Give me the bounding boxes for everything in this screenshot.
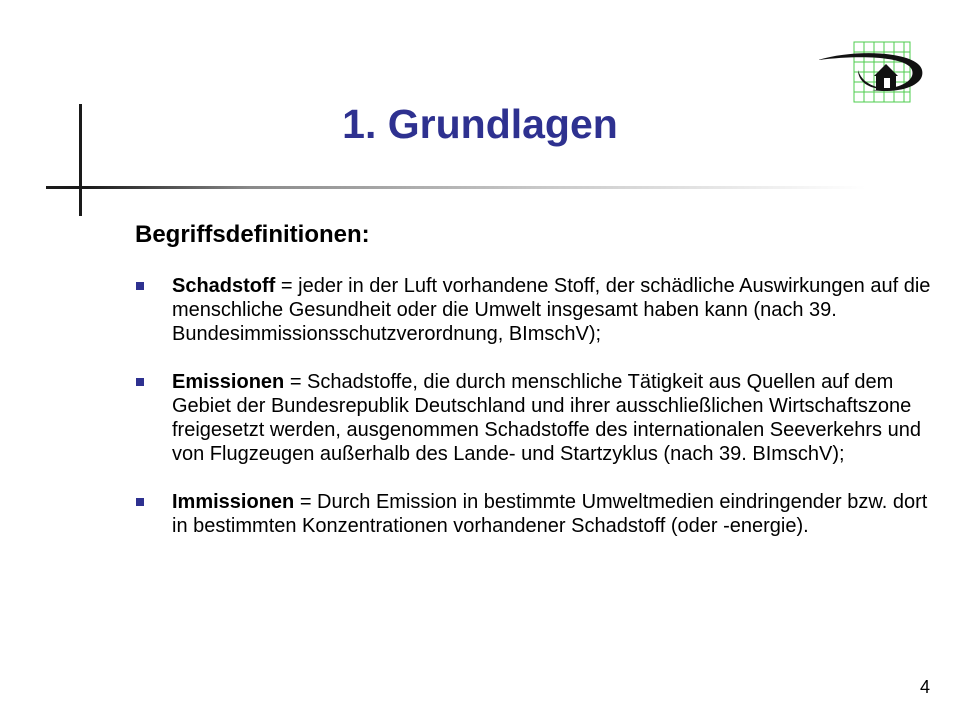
definition-term: Emissionen (172, 371, 285, 393)
square-bullet-icon (136, 282, 144, 290)
page-title: 1. Grundlagen (342, 101, 618, 147)
square-bullet-icon (136, 498, 144, 506)
section-heading: Begriffsdefinitionen: (135, 221, 370, 248)
definition-list (135, 274, 935, 562)
definition-term: Immissionen (172, 491, 295, 513)
definition-text: = jeder in der Luft vorhandene Stoff, der schädliche Auswirkungen auf die menschliche Gesundheit oder die Umwelt insgesamt haben kann (nach 39. Bundesimmissionsschutzverordnung, BImschV); (172, 275, 931, 345)
logo-icon (818, 40, 930, 104)
definition-text: = Durch Emission in bestimmte Umweltmedien eindringender bzw. dort in bestimmten Konzentrationen vorhandener Schadstoff (oder -energie). (172, 491, 928, 537)
page-number: 4 (919, 677, 930, 697)
list-item (135, 274, 935, 346)
definition-text: = Schadstoffe, die durch menschliche Tätigkeit aus Quellen auf dem Gebiet der Bundesrepublik Deutschland und ihrer ausschließlichen Wirtschaftszone freigesetzt werden, ausgenommen Schadstoffe des internationalen Seeverkehrs und von Flugzeugen außerhalb des Lande- und Startzyklus (nach 39. BImschV); (172, 371, 921, 465)
definition-term: Schadstoff (172, 275, 276, 297)
square-bullet-icon (136, 378, 144, 386)
list-item (135, 490, 935, 538)
frame-horizontal-line (46, 186, 866, 189)
list-item (135, 370, 935, 466)
